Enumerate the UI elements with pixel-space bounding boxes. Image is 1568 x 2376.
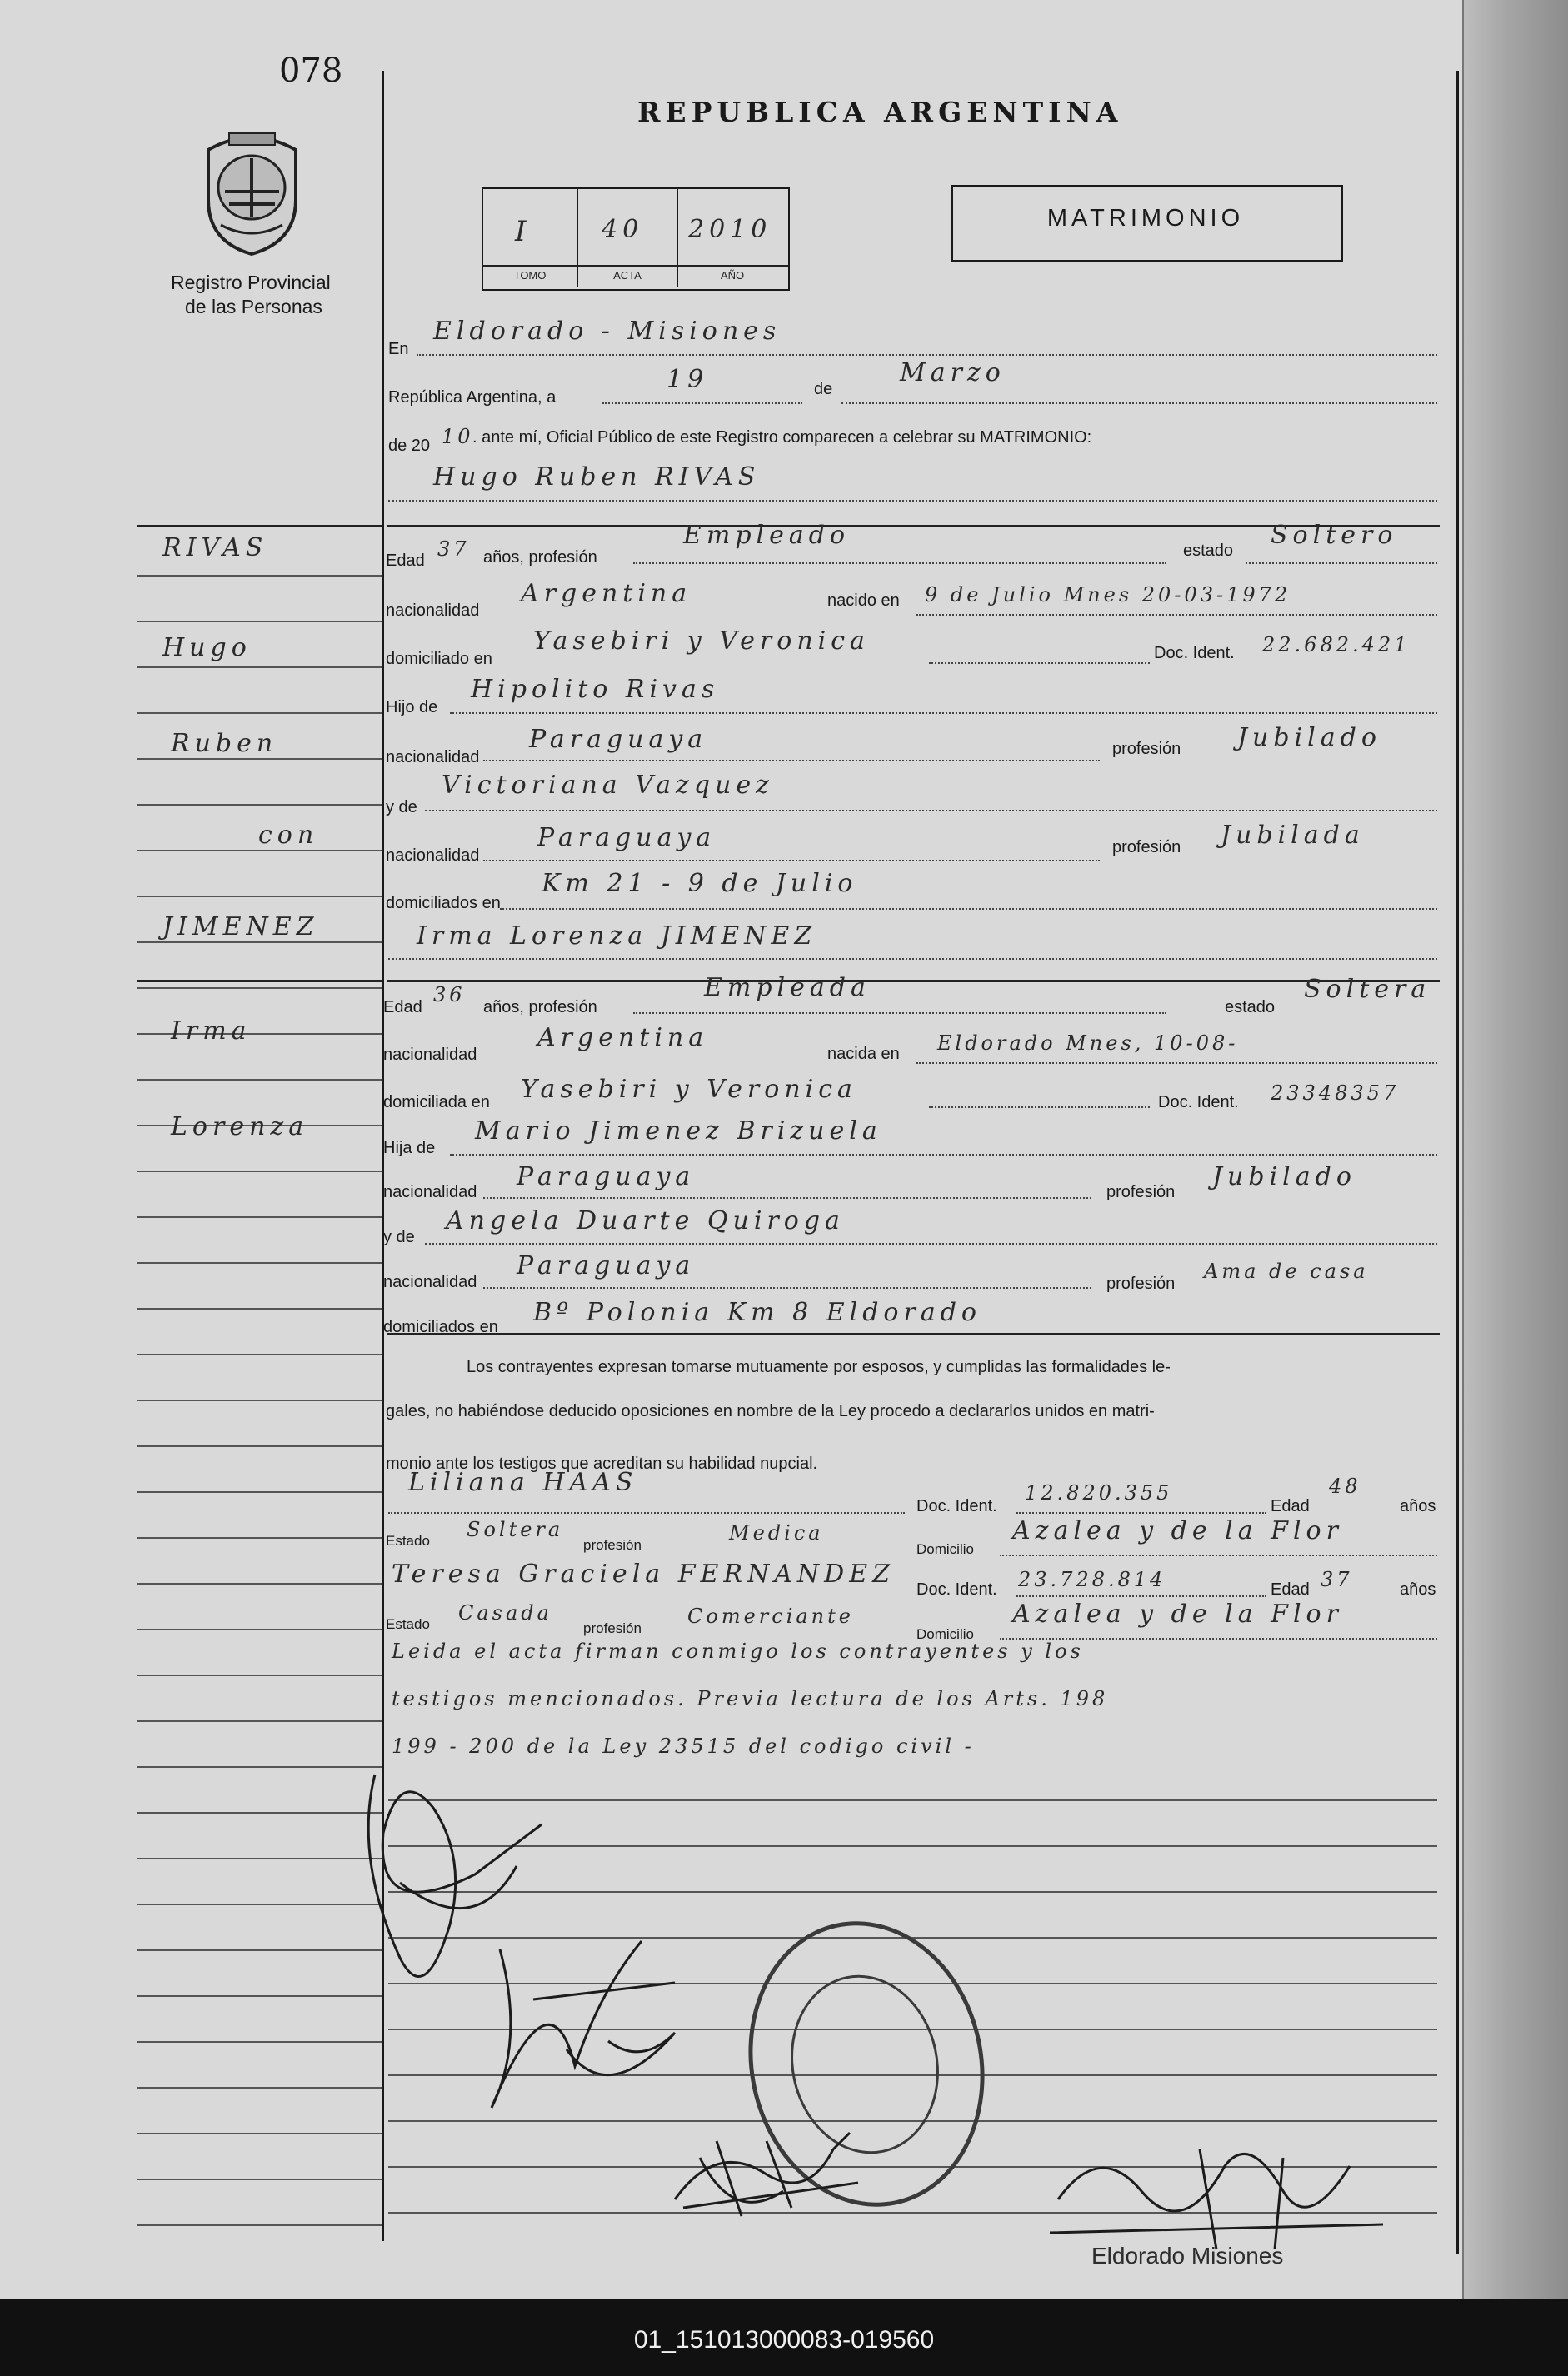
witness1-doc-label: Doc. Ident. <box>916 1497 997 1515</box>
acta-label: ACTA <box>613 269 642 282</box>
groom-doc: 22.682.421 <box>1262 633 1411 656</box>
closing-line1: Leida el acta firman conmigo los contrayentes y los <box>392 1640 1084 1663</box>
margin-rule-line <box>137 1812 382 1814</box>
bride-yde-label: y de <box>383 1228 415 1246</box>
margin-rule-line <box>137 1400 382 1401</box>
margin-rule-line <box>137 1262 382 1264</box>
groom-padre-prof-label: profesión <box>1112 740 1181 758</box>
groom-padre-prof: Jubilado <box>1237 723 1381 752</box>
document-id: 01_151013000083-019560 <box>633 2326 935 2354</box>
witness1-profesion-label: profesión <box>583 1537 642 1553</box>
margin-name-bride-first: Irma <box>171 1016 252 1046</box>
witness1-domicilio: Azalea y de la Flor <box>1012 1516 1343 1545</box>
page-number: 078 <box>279 52 343 90</box>
bride-estado-label: estado <box>1225 998 1276 1016</box>
margin-rule-line <box>137 896 382 897</box>
republica-label: República Argentina, a <box>388 388 557 407</box>
margin-rule-line <box>137 1491 382 1493</box>
bride-nacida: Eldorado Mnes, 10-08- <box>937 1031 1239 1055</box>
bride-profesion: Empleada <box>704 973 871 1002</box>
groom-edad: 37 <box>437 537 470 561</box>
bride-doc-label: Doc. Ident. <box>1158 1093 1239 1111</box>
margin-rule-line <box>137 941 382 943</box>
registry-office-line1: Registro Provincial <box>171 272 331 293</box>
de-label: de <box>814 380 833 398</box>
witness2-estado: Casada <box>458 1601 552 1625</box>
declaration-line1: Los contrayentes expresan tomarse mutuamente por esposos, y cumplidas las formalidades le- <box>467 1358 1171 1376</box>
witness2-profesion-label: profesión <box>583 1620 642 1636</box>
margin-rule-line <box>137 2041 382 2043</box>
provincial-seal-icon <box>196 125 308 258</box>
bride-nacionalidad-label: nacionalidad <box>383 1046 477 1064</box>
margin-rule-line <box>137 1354 382 1355</box>
witness2-name: Teresa Graciela FERNANDEZ <box>392 1560 895 1589</box>
margin-rule-line <box>137 1445 382 1447</box>
groom-madre-prof: Jubilada <box>1221 821 1365 850</box>
page-edge <box>1462 0 1568 2299</box>
witness2-domicilio: Azalea y de la Flor <box>1012 1600 1343 1629</box>
groom-nacionalidad: Argentina <box>521 579 692 608</box>
groom-domicilio: Yasebiri y Veronica <box>533 626 870 656</box>
witness1-edad: 48 <box>1329 1475 1361 1498</box>
bride-madre: Angela Duarte Quiroga <box>446 1206 845 1235</box>
margin-rule-line <box>137 1308 382 1310</box>
tomo-label: TOMO <box>513 269 547 282</box>
groom-yde-label: y de <box>386 798 417 816</box>
margin-rule-line <box>137 1079 382 1081</box>
margin-name-middle: Ruben <box>171 729 278 758</box>
groom-padres-dom-label: domiciliados en <box>386 894 501 912</box>
margin-name-bride-middle: Lorenza <box>171 1112 309 1141</box>
groom-madre-prof-label: profesión <box>1112 838 1181 856</box>
groom-profesion-label: años, profesión <box>483 548 597 567</box>
groom-madre: Victoriana Vazquez <box>442 771 774 800</box>
groom-doc-label: Doc. Ident. <box>1154 644 1235 662</box>
groom-madre-nac-label: nacionalidad <box>386 846 480 865</box>
groom-padre-nac-label: nacionalidad <box>386 748 480 766</box>
anio-value: 2010 <box>688 215 772 244</box>
signature-bride <box>475 1916 692 2133</box>
witness1-name: Liliana HAAS <box>408 1468 638 1497</box>
margin-name-bride-surname: JIMENEZ <box>162 912 319 941</box>
witness1-anios-label: años <box>1400 1497 1436 1515</box>
margin-rule-line <box>137 1995 382 1997</box>
margin-rule-line <box>137 1675 382 1676</box>
bride-padre-prof-label: profesión <box>1106 1183 1176 1201</box>
margin-rule-line <box>137 1216 382 1218</box>
groom-nacido-label: nacido en <box>827 592 900 610</box>
groom-nacido: 9 de Julio Mnes 20-03-1972 <box>925 583 1291 606</box>
groom-nacionalidad-label: nacionalidad <box>386 601 480 620</box>
act-type: MATRIMONIO <box>1046 205 1245 232</box>
margin-rule-line <box>137 1949 382 1951</box>
bride-doc: 23348357 <box>1271 1081 1400 1105</box>
witness2-anios-label: años <box>1400 1580 1436 1599</box>
year-prefix: de 20 <box>388 437 431 455</box>
right-margin-rule <box>1456 71 1459 2254</box>
groom-full-name: Hugo Ruben RIVAS <box>433 462 761 492</box>
country-title: REPUBLICA ARGENTINA <box>637 96 1123 128</box>
marriage-day: 19 <box>667 365 709 394</box>
bride-edad: 36 <box>433 983 466 1006</box>
en-label: En <box>388 340 409 358</box>
witness1-estado: Soltera <box>467 1518 564 1541</box>
groom-domicilio-label: domiciliado en <box>386 650 492 668</box>
margin-rule-line <box>137 621 382 622</box>
bride-nacida-label: nacida en <box>827 1045 900 1063</box>
margin-rule-line <box>137 666 382 668</box>
groom-madre-nac: Paraguaya <box>537 823 717 852</box>
groom-padre-nac: Paraguaya <box>529 725 708 754</box>
margin-name-con: con <box>258 821 319 850</box>
bride-profesion-label: años, profesión <box>483 998 597 1016</box>
margin-rule-line <box>137 2087 382 2089</box>
margin-rule-line <box>137 758 382 760</box>
bride-madre-nac-label: nacionalidad <box>383 1273 477 1291</box>
margin-rule-line <box>137 1537 382 1539</box>
witness2-profesion: Comerciante <box>687 1605 854 1628</box>
witness2-doc-label: Doc. Ident. <box>916 1580 997 1599</box>
witness1-estado-label: Estado <box>386 1533 430 1549</box>
intro-text: . ante mí, Oficial Público de este Registro comparecen a celebrar su MATRIMONIO: <box>472 428 1092 447</box>
groom-profesion: Empleado <box>683 521 851 550</box>
groom-padres-dom: Km 21 - 9 de Julio <box>542 869 858 898</box>
margin-rule-line <box>137 1904 382 1905</box>
groom-hijo-label: Hijo de <box>386 698 438 716</box>
witness1-domicilio-label: Domicilio <box>916 1541 974 1557</box>
margin-name-first: Hugo <box>162 633 252 662</box>
bride-nacionalidad: Argentina <box>537 1023 709 1052</box>
margin-rule-line <box>137 1720 382 1722</box>
bride-domicilio: Yasebiri y Veronica <box>521 1075 857 1104</box>
witness1-edad-label: Edad <box>1271 1497 1310 1515</box>
margin-rule-line <box>137 1171 382 1172</box>
bride-full-name: Irma Lorenza JIMENEZ <box>417 921 817 951</box>
acta-value: 40 <box>602 215 644 244</box>
bride-madre-prof: Ama de casa <box>1204 1260 1369 1283</box>
declaration-line2: gales, no habiéndose deducido oposiciones en nombre de la Ley procedo a declararlos unidos en matri- <box>386 1402 1155 1420</box>
bride-padres-dom-label: domiciliados en <box>383 1318 498 1336</box>
registry-office-line2: de las Personas <box>185 296 322 317</box>
bride-madre-nac: Paraguaya <box>517 1251 696 1280</box>
year-suffix: 10 <box>442 425 474 448</box>
margin-rule-line <box>137 1583 382 1585</box>
margin-rule-line <box>137 1858 382 1859</box>
bride-domicilio-label: domiciliada en <box>383 1093 490 1111</box>
bride-edad-label: Edad <box>383 998 422 1016</box>
margin-rule-line <box>137 850 382 851</box>
closing-line3: 199 - 200 de la Ley 23515 del codigo civil - <box>392 1735 975 1758</box>
margin-rule-line <box>137 1629 382 1630</box>
margin-rule-line <box>137 712 382 714</box>
margin-name-surname: RIVAS <box>162 533 268 562</box>
signature-official <box>1033 2133 1400 2258</box>
declaration-line3: monio ante los testigos que acreditan su habilidad nupcial. <box>386 1455 818 1473</box>
bride-padre-prof: Jubilado <box>1212 1162 1356 1191</box>
witness2-domicilio-label: Domicilio <box>916 1626 974 1642</box>
groom-estado: Soltero <box>1271 521 1398 550</box>
witness1-profesion: Medica <box>729 1521 824 1545</box>
bride-padre-nac-label: nacionalidad <box>383 1183 477 1201</box>
groom-edad-label: Edad <box>386 552 425 570</box>
bride-hija-label: Hija de <box>383 1139 436 1157</box>
witness2-edad-label: Edad <box>1271 1580 1310 1599</box>
place: Eldorado - Misiones <box>433 317 782 346</box>
witness2-estado-label: Estado <box>386 1616 430 1632</box>
groom-padre: Hipolito Rivas <box>471 675 720 704</box>
marriage-month: Marzo <box>900 358 1006 387</box>
witness2-doc: 23.728.814 <box>1018 1568 1166 1591</box>
closing-line2: testigos mencionados. Previa lectura de los Arts. 198 <box>392 1687 1109 1710</box>
margin-rule-line <box>137 575 382 577</box>
margin-rule-line <box>137 2133 382 2134</box>
margin-rule-line <box>137 2224 382 2226</box>
official-stamp-text: Eldorado Misiones <box>1091 2243 1284 2269</box>
witness1-doc: 12.820.355 <box>1025 1481 1173 1505</box>
anio-label: AÑO <box>720 269 745 282</box>
groom-estado-label: estado <box>1183 542 1234 560</box>
bride-padre-nac: Paraguaya <box>517 1162 696 1191</box>
signature-witness <box>667 2108 866 2233</box>
witness2-edad: 37 <box>1321 1568 1353 1591</box>
margin-rule-line <box>137 987 382 989</box>
bride-padre: Mario Jimenez Brizuela <box>475 1116 882 1146</box>
bride-madre-prof-label: profesión <box>1106 1275 1176 1293</box>
margin-rule-line <box>137 1766 382 1768</box>
tomo-value: I <box>515 215 532 248</box>
margin-rule-line <box>137 2179 382 2180</box>
bride-padres-dom: Bº Polonia Km 8 Eldorado <box>533 1298 981 1327</box>
bride-estado: Soltera <box>1304 975 1431 1004</box>
margin-rule-line <box>137 804 382 806</box>
